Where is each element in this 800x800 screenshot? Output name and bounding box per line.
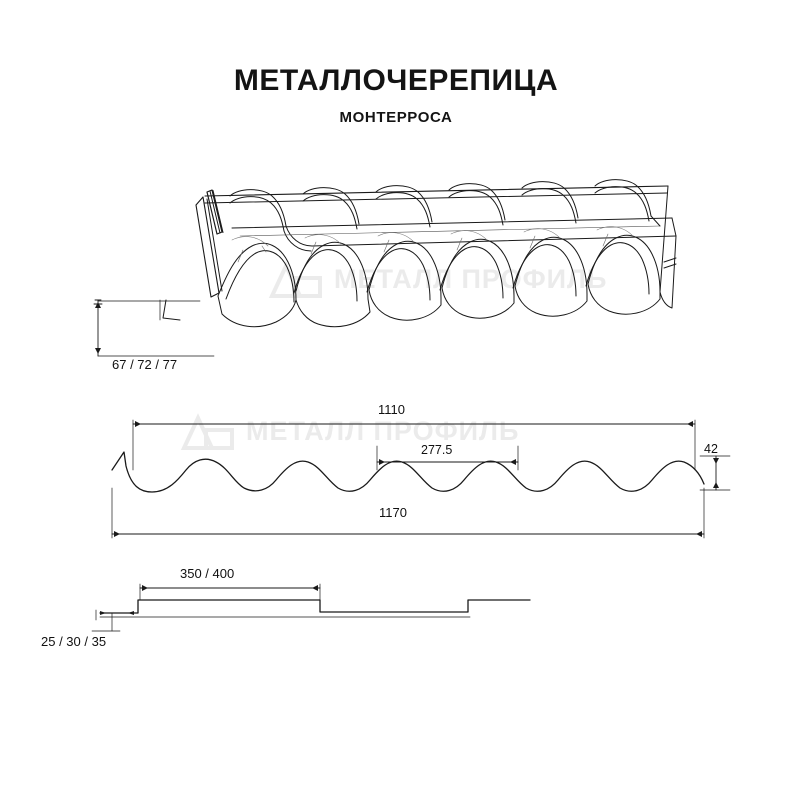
step-profile-view: [92, 584, 530, 631]
watermark-text: МЕТАЛЛ ПРОФИЛЬ: [334, 263, 608, 294]
label-tile-offset: 25 / 30 / 35: [41, 634, 107, 649]
dimension-wave-height: [94, 300, 214, 356]
label-step-pitch: 277.5: [421, 443, 453, 457]
label-total-width: 1170: [379, 505, 407, 520]
page-subtitle: МОНТЕРРОСА: [339, 109, 453, 126]
label-wave-height: 67 / 72 / 77: [112, 357, 178, 372]
label-useful-width: 1110: [378, 402, 405, 417]
cross-section-view: [112, 420, 730, 538]
page-title: МЕТАЛЛОЧЕРЕПИЦА: [233, 64, 559, 97]
label-profile-height: 42: [704, 442, 718, 456]
isometric-view: [163, 180, 676, 327]
watermark-text: МЕТАЛЛ ПРОФИЛЬ: [246, 415, 520, 446]
label-tile-step: 350 / 400: [180, 566, 235, 581]
